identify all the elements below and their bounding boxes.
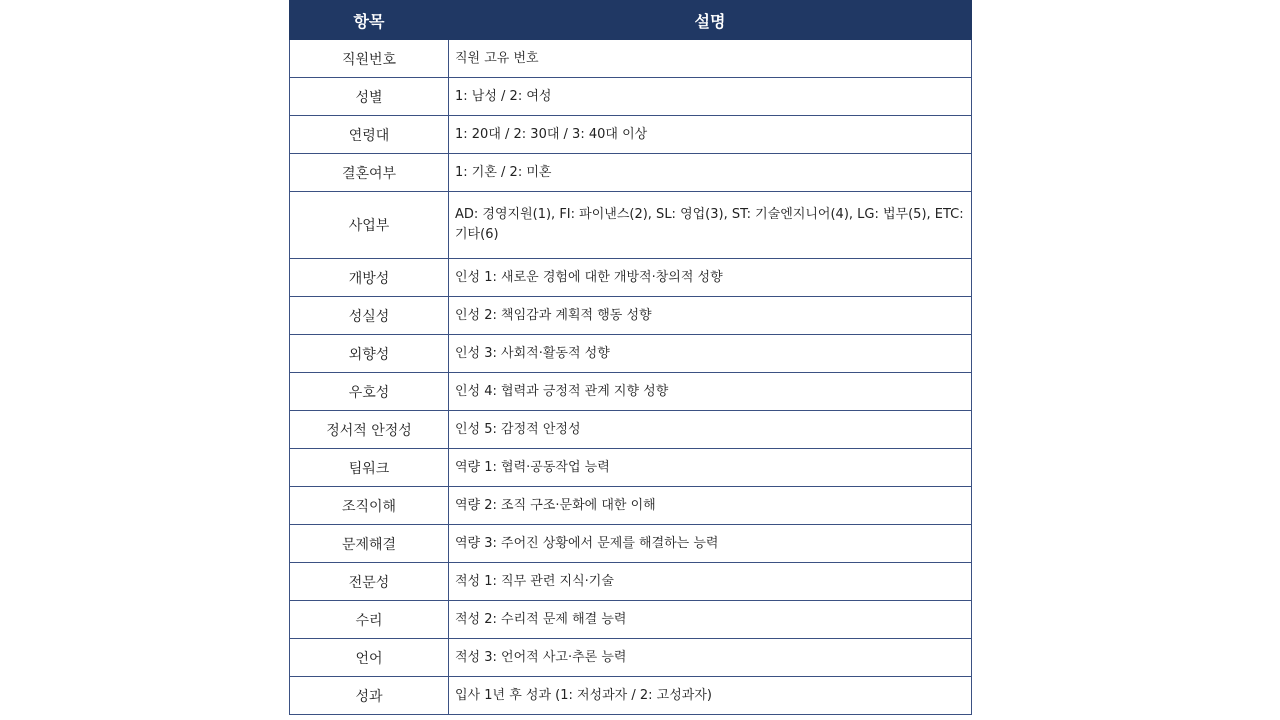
table-row <box>290 639 972 677</box>
row-item: 성과 <box>290 677 449 715</box>
row-description: 인성 2: 책임감과 계획적 행동 성향 <box>449 297 972 335</box>
row-item: 연령대 <box>290 116 449 154</box>
row-item: 결혼여부 <box>290 154 449 192</box>
table-row <box>290 78 972 116</box>
table-row <box>290 154 972 192</box>
row-item: 정서적 안정성 <box>290 411 449 449</box>
row-item: 전문성 <box>290 563 449 601</box>
table-row <box>290 259 972 297</box>
row-item: 우호성 <box>290 373 449 411</box>
row-item: 개방성 <box>290 259 449 297</box>
row-item: 팀워크 <box>290 449 449 487</box>
table-row <box>290 487 972 525</box>
table-row <box>290 601 972 639</box>
table-row <box>290 563 972 601</box>
row-description: 역량 1: 협력·공동작업 능력 <box>449 449 972 487</box>
row-description: 입사 1년 후 성과 (1: 저성과자 / 2: 고성과자) <box>449 677 972 715</box>
row-item: 문제해결 <box>290 525 449 563</box>
row-description: 인성 4: 협력과 긍정적 관계 지향 성향 <box>449 373 972 411</box>
table-row <box>290 116 972 154</box>
row-description: 인성 1: 새로운 경험에 대한 개방적·창의적 성향 <box>449 259 972 297</box>
row-item: 사업부 <box>290 192 449 259</box>
row-item: 언어 <box>290 639 449 677</box>
row-description: 1: 남성 / 2: 여성 <box>449 78 972 116</box>
table-row <box>290 335 972 373</box>
row-description: 역량 3: 주어진 상황에서 문제를 해결하는 능력 <box>449 525 972 563</box>
row-description: 인성 5: 감정적 안정성 <box>449 411 972 449</box>
table-row <box>290 192 972 259</box>
row-description: 인성 3: 사회적·활동적 성향 <box>449 335 972 373</box>
variable-table-container <box>289 0 971 715</box>
row-description: 1: 20대 / 2: 30대 / 3: 40대 이상 <box>449 116 972 154</box>
row-item: 조직이해 <box>290 487 449 525</box>
header-item: 항목 <box>290 1 449 40</box>
row-description: 역량 2: 조직 구조·문화에 대한 이해 <box>449 487 972 525</box>
table-row <box>290 297 972 335</box>
row-description: 적성 3: 언어적 사고·추론 능력 <box>449 639 972 677</box>
table-row <box>290 373 972 411</box>
row-description: 적성 2: 수리적 문제 해결 능력 <box>449 601 972 639</box>
table-row <box>290 677 972 715</box>
table-header-row <box>290 1 972 40</box>
row-item: 수리 <box>290 601 449 639</box>
row-item: 성실성 <box>290 297 449 335</box>
row-description: 1: 기혼 / 2: 미혼 <box>449 154 972 192</box>
variable-description-table <box>289 0 972 715</box>
row-description: AD: 경영지원(1), FI: 파이낸스(2), SL: 영업(3), ST: 기술엔지니어(4), LG: 법무(5), ETC: 기타(6) <box>449 192 972 259</box>
row-item: 직원번호 <box>290 40 449 78</box>
row-item: 외향성 <box>290 335 449 373</box>
table-row <box>290 525 972 563</box>
row-item: 성별 <box>290 78 449 116</box>
header-description: 설명 <box>449 1 972 40</box>
row-description: 적성 1: 직무 관련 지식·기술 <box>449 563 972 601</box>
table-row <box>290 449 972 487</box>
table-row <box>290 411 972 449</box>
table-row <box>290 40 972 78</box>
row-description: 직원 고유 번호 <box>449 40 972 78</box>
